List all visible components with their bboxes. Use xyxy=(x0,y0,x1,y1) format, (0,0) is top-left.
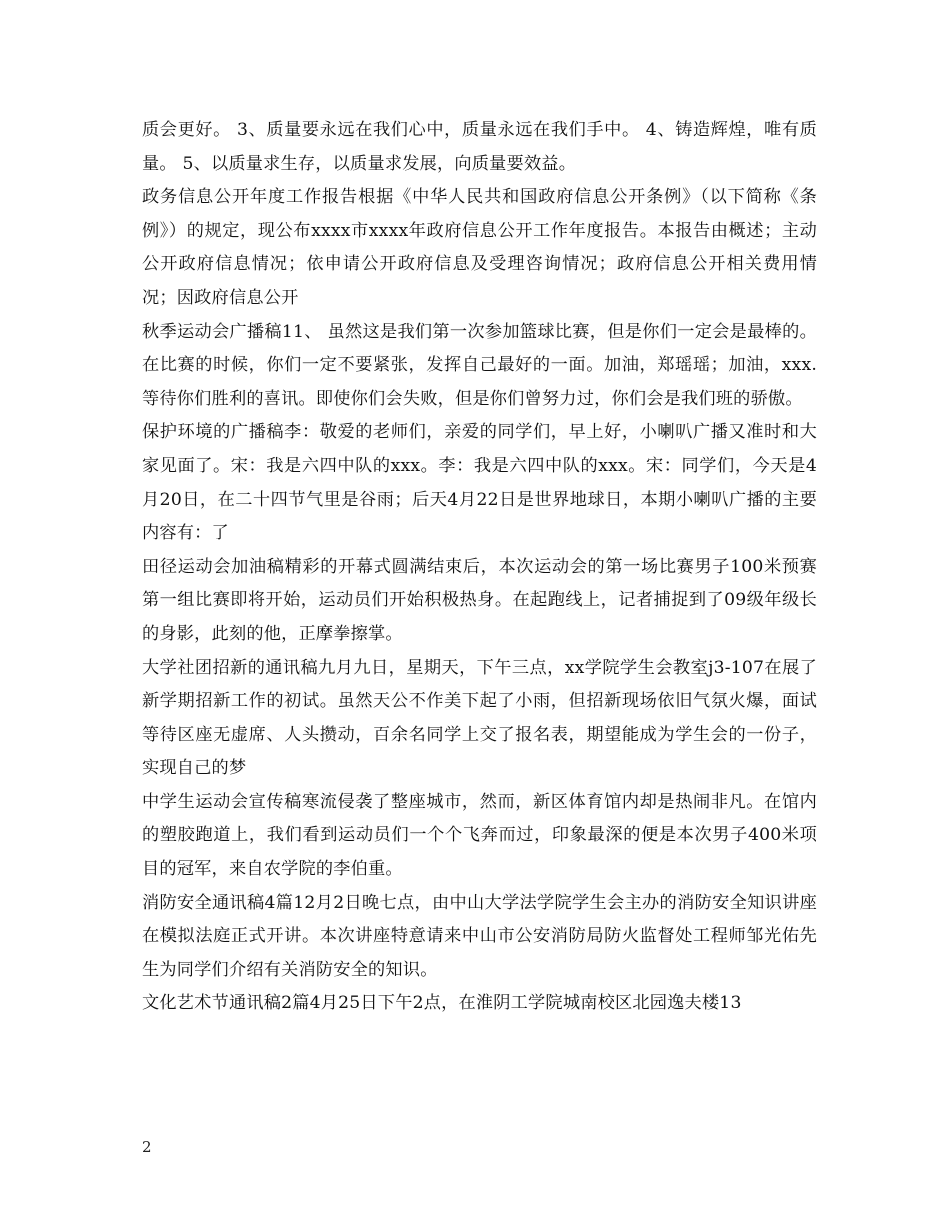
paragraph-gov-info-report: 政务信息公开年度工作报告根据《中华人民共和国政府信息公开条例》（以下简称《条例》）的规定，现公布xxxx市xxxx年政府信息公开工作年度报告。本报告由概述；主动公开政府信息情况；依申请公开政府信息及受理咨询情况；政府信息公开相关费用情况；因政府信息公开 xyxy=(142,187,817,308)
paragraph-middle-school-sports: 中学生运动会宣传稿寒流侵袭了整座城市，然而，新区体育馆内却是热闹非凡。在馆内的塑胶跑道上，我们看到运动员们一个个飞奔而过，印象最深的便是本次男子400米项目的冠军，来自农学院的李伯重。 xyxy=(142,791,817,880)
page-number: 2 xyxy=(142,1138,152,1156)
paragraph-club-recruitment: 大学社团招新的通讯稿九月九日，星期天，下午三点，xx学院学生会教室j3-107在展了新学期招新工作的初试。虽然天公不作美下起了小雨，但招新现场依旧气氛火爆，面试等待区座无虚席、人头攒动，百余名同学上交了报名表，期望能成为学生会的一份子，实现自己的梦 xyxy=(142,657,817,779)
paragraph-arts-festival: 文化艺术节通讯稿2篇4月25日下午2点，在淮阴工学院城南校区北园逸夫楼13 xyxy=(142,993,742,1014)
paragraph-slogans: 质会更好。 3、质量要永远在我们心中，质量永远在我们手中。 4、铸造辉煌，唯有质量。 5、以质量求生存，以质量求发展，向质量要效益。 xyxy=(142,120,817,174)
paragraph-autumn-sports-broadcast: 秋季运动会广播稿11、 虽然这是我们第一次参加篮球比赛，但是你们一定会是最棒的。在比赛的时候，你们一定不要紧张，发挥自己最好的一面。加油，郑瑶瑶；加油，xxx.等待你们胜利的喜讯。即使你们会失败，但是你们曾努力过，你们会是我们班的骄傲。 xyxy=(142,321,817,409)
paragraph-track-field-cheer: 田径运动会加油稿精彩的开幕式圆满结束后，本次运动会的第一场比赛男子100米预赛第一组比赛即将开始，运动员们开始积极热身。在起跑线上，记者捕捉到了09级年级长的身影，此刻的他，正摩拳擦掌。 xyxy=(142,556,817,644)
document-body xyxy=(142,114,817,1021)
paragraph-fire-safety: 消防安全通讯稿4篇12月2日晚七点，由中山大学法学院学生会主办的消防安全知识讲座在模拟法庭正式开讲。本次讲座特意请来中山市公安消防局防火监督处工程师邹光佑先生为同学们介绍有关消防安全的知识。 xyxy=(142,892,817,980)
paragraph-environment-broadcast: 保护环境的广播稿李：敬爱的老师们，亲爱的同学们，早上好，小喇叭广播又准时和大家见面了。宋：我是六四中队的xxx。李：我是六四中队的xxx。宋：同学们，今天是4月20日，在二十四节气里是谷雨；后天4月22日是世界地球日，本期小喇叭广播的主要内容有：了 xyxy=(142,422,817,544)
